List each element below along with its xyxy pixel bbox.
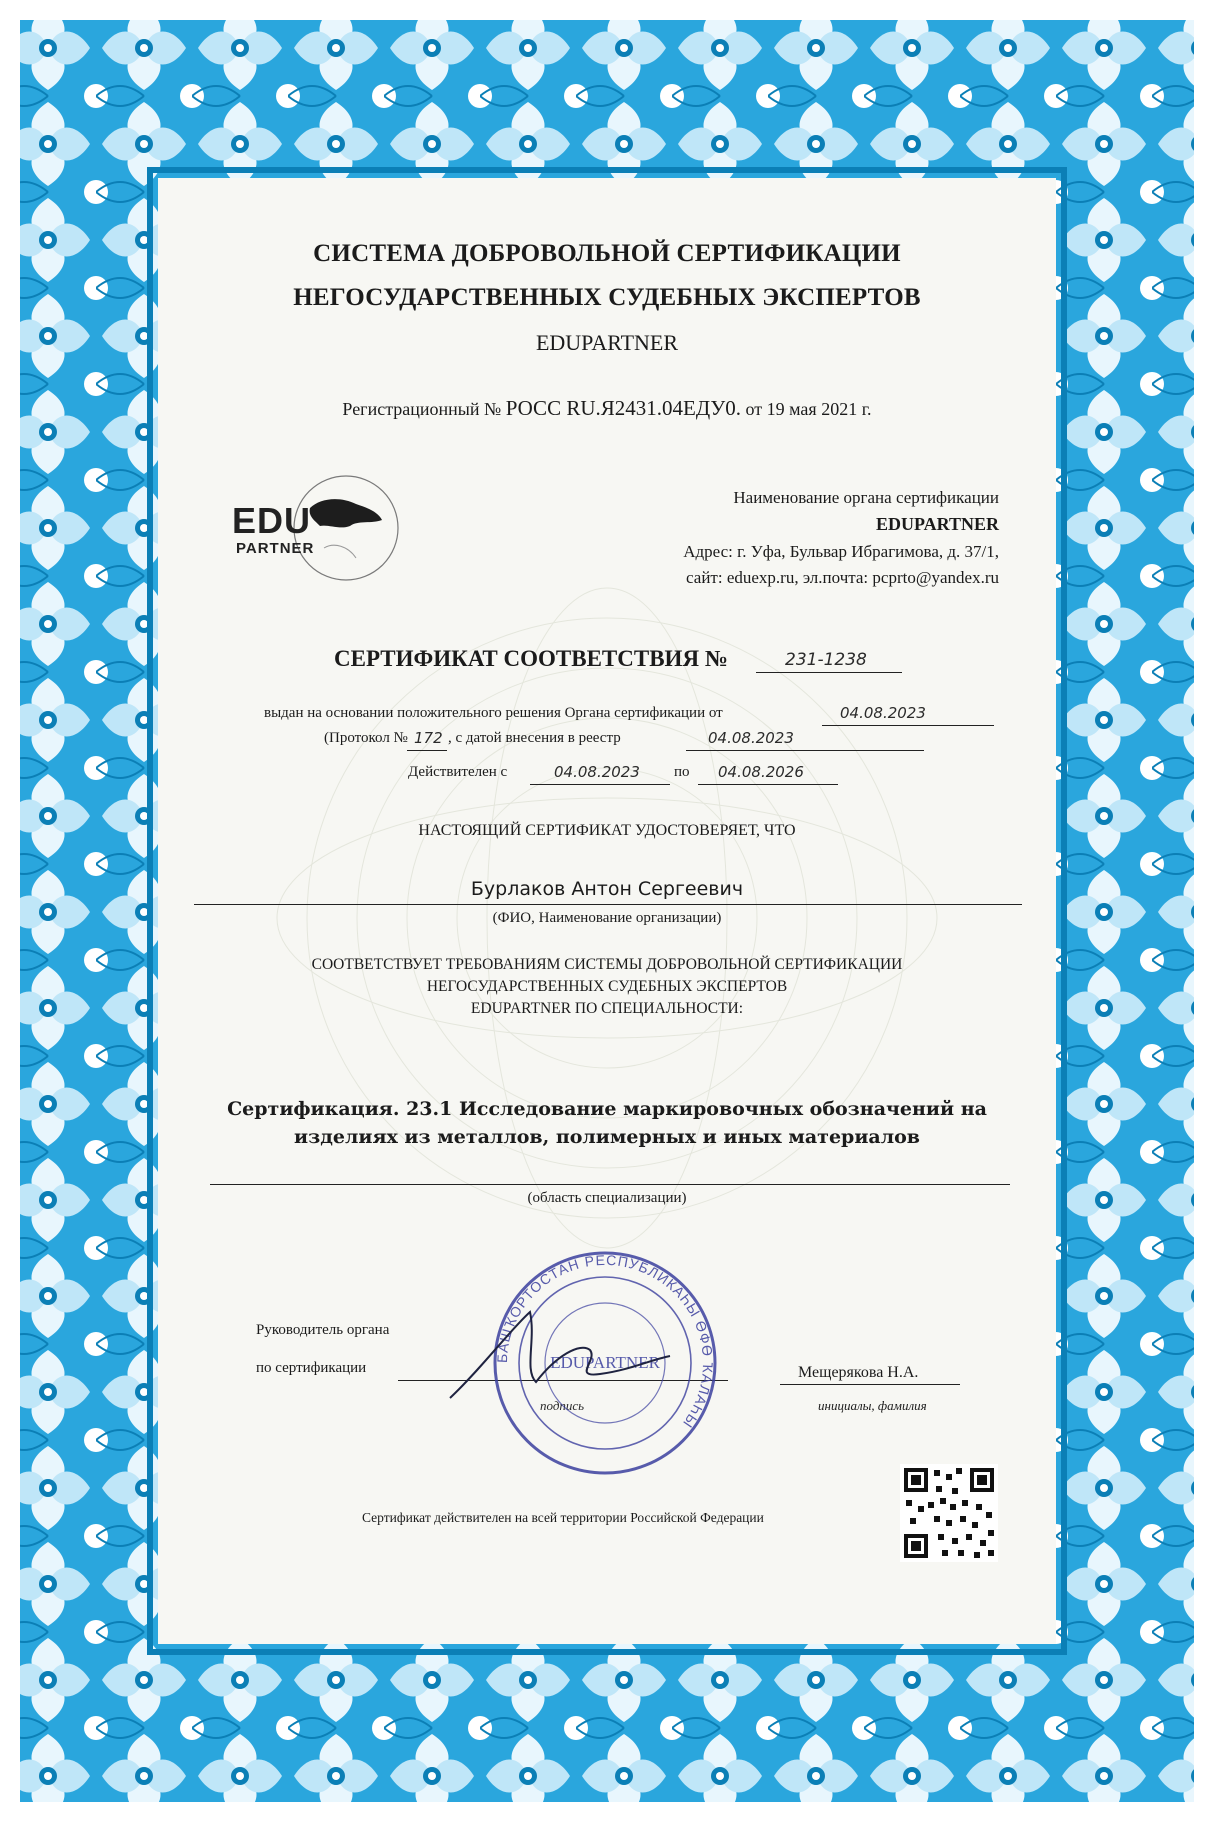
reg-number: РОСС RU.Я2431.04ЕДУ0. [505,396,742,420]
specialty-line-2: изделиях из металлов, полимерных и иных материалов [293,1126,921,1148]
qr-code [900,1464,998,1562]
protocol-number: 172 [414,729,443,747]
header-line-2: НЕГОСУДАРСТВЕННЫХ СУДЕБНЫХ ЭКСПЕРТОВ [293,284,921,311]
edu-partner-logo [228,468,408,588]
reg-prefix: Регистрационный № [342,399,502,419]
logo-edu: EDU [232,500,312,541]
footer-note: Сертификат действителен на всей территории Российской Федерации [362,1510,764,1525]
signer-role-line-1: Руководитель органа [256,1322,390,1338]
holder-name: Бурлаков Антон Сергеевич [470,878,744,900]
stamp-center-text: EDUPARTNER [550,1353,660,1372]
specialty-caption: (область специализации) [527,1190,687,1206]
header-line-1: СИСТЕМА ДОБРОВОЛЬНОЙ СЕРТИФИКАЦИИ [313,240,901,267]
registration-line [158,396,1056,421]
org-label: Наименование органа сертификации [733,488,999,507]
conformity-line-3: EDUPARTNER ПО СПЕЦИАЛЬНОСТИ: [470,1000,744,1017]
registry-date: 04.08.2023 [708,729,794,747]
header-line-3: EDUPARTNER [535,330,679,355]
valid-from: 04.08.2023 [554,763,640,781]
handwritten-signature [440,1290,680,1410]
protocol-mid: , с датой внесения в реестр [448,730,621,746]
org-address: Адрес: г. Уфа, Бульвар Ибрагимова, д. 37/1, [683,542,999,561]
specialty-line-1: Сертификация. 23.1 Исследование маркировочных обозначений на [227,1098,987,1120]
certifies-text: НАСТОЯЩИЙ СЕРТИФИКАТ УДОСТОВЕРЯЕТ, ЧТО [418,822,796,839]
logo-partner: PARTNER [236,540,315,557]
org-name: EDUPARTNER [875,514,999,534]
valid-from-label: Действителен с [408,764,508,780]
org-contacts: сайт: eduexp.ru, эл.почта: pcprto@yandex.ru [686,568,999,587]
conformity-line-2: НЕГОСУДАРСТВЕННЫХ СУДЕБНЫХ ЭКСПЕРТОВ [426,978,788,995]
signer-role-line-2: по сертификации [256,1360,367,1376]
valid-to-label: по [674,764,690,780]
conformity-line-1: СООТВЕТСТВУЕТ ТРЕБОВАНИЯМ СИСТЕМЫ ДОБРОВОЛЬНОЙ СЕРТИФИКАЦИИ [311,956,903,973]
stamp-outer-text: БАШҠОРТОСТАН РЕСПУБЛИКАҺЫ ӨФӨ ҠАЛАҺЫ [493,1251,717,1432]
signature-caption: подпись [540,1398,585,1413]
valid-to: 04.08.2026 [718,763,804,781]
holder-caption: (ФИО, Наименование организации) [492,910,722,926]
signer-caption: инициалы, фамилия [818,1398,927,1413]
certificate-number: 231-1238 [785,650,867,670]
signer-name: Мещерякова Н.А. [798,1364,919,1381]
reg-date: от 19 мая 2021 г. [745,399,872,419]
issued-label: выдан на основании положительного решения Органа сертификации от [264,705,723,721]
certificate-title: СЕРТИФИКАТ СООТВЕТСТВИЯ № [334,646,728,671]
protocol-prefix: (Протокол № [324,730,408,746]
issued-date: 04.08.2023 [840,704,926,722]
